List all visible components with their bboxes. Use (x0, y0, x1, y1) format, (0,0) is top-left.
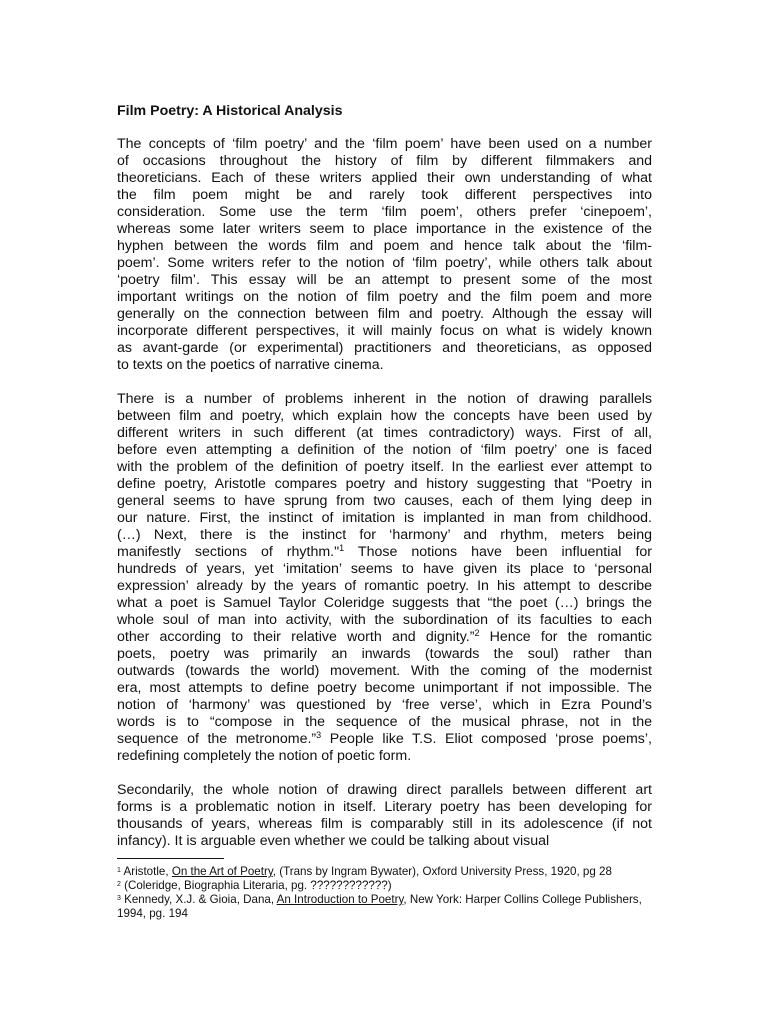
text-line: as avant-garde (or experimental) practitioners and theoreticians, as opposed (117, 340, 652, 356)
text-line: infancy). It is arguable even whether we could be talking about visual (117, 833, 550, 849)
footnote-book-title: An Introduction to Poetry (276, 893, 404, 906)
footnote-3 (117, 893, 657, 921)
footnote-text: (Coleridge, Biographia Literaria, pg. ????????????) (120, 879, 392, 892)
text-line: thousands of years, whereas film is comparably still in its adolescence (if not (117, 816, 652, 832)
text-line: expression’ already by the years of romantic poetry. In his attempt to describe (117, 578, 652, 594)
footnote-marker: 1 (117, 867, 121, 874)
footnote-book-title: On the Art of Poetry (171, 865, 273, 878)
text-line: of occasions throughout the history of film by different filmmakers and (117, 153, 652, 169)
paragraph-2 (117, 391, 652, 765)
document-title: Film Poetry: A Historical Analysis (117, 103, 343, 119)
text-line: forms is a problematic notion in itself. Literary poetry has been developing for (117, 799, 652, 815)
text-line: (…) Next, there is the instinct for ‘harmony’ and rhythm, meters being (117, 527, 652, 543)
text-line: whole soul of man into activity, with the subordination of its faculties to each (117, 612, 652, 628)
paragraph-3 (117, 782, 652, 850)
text-line: poets, poetry was primarily an inwards (towards the soul) rather than (117, 646, 652, 662)
text-line: define poetry, Aristotle compares poetry and history suggesting that “Poetry in (117, 476, 652, 492)
paragraph-1 (117, 136, 652, 374)
footnotes-section (117, 858, 657, 921)
footnote-2 (117, 879, 657, 893)
footnote-reference: 2 (474, 628, 480, 638)
footnote-separator (117, 858, 224, 859)
text-line: outwards (towards the world) movement. With the coming of the modernist (117, 663, 652, 679)
text-line: our nature. First, the instinct of imitation is implanted in man from childhood. (117, 510, 652, 526)
footnote-reference: 1 (339, 543, 345, 553)
text-line: hyphen between the words film and poem and hence talk about the ‘film- (117, 238, 652, 254)
text-line: with the problem of the definition of poetry itself. In the earliest ever attempt to (117, 459, 652, 475)
text-line: the film poem might be and rarely took different perspectives into (117, 187, 652, 203)
text-line: before even attempting a definition of the notion of ‘film poetry’ one is faced (117, 442, 652, 458)
text-line: words is to “compose in the sequence of the musical phrase, not in the (117, 714, 652, 730)
text-line: The concepts of ‘film poetry’ and the ‘film poem’ have been used on a number (117, 136, 652, 152)
footnote-marker: 3 (117, 895, 121, 902)
text-line: different writers in such different (at times contradictory) ways. First of all, (117, 425, 652, 441)
text-line: consideration. Some use the term ‘film poem’, others prefer ‘cinepoem’, (117, 204, 652, 220)
footnote-text: Aristotle, (120, 865, 172, 878)
text-line: redefining completely the notion of poetic form. (117, 748, 412, 764)
text-line: other according to their relative worth and dignity.”$^2$ Hence for the romantic (117, 628, 652, 645)
text-line: important writings on the notion of film poetry and the film poem and more (117, 289, 652, 305)
footnote-list (117, 865, 657, 921)
text-line: ‘poetry film’. This essay will be an attempt to present some of the most (117, 272, 652, 288)
text-line: incorporate different perspectives, it will mainly focus on what is widely known (117, 323, 652, 339)
text-line: general seems to have sprung from two causes, each of them lying deep in (117, 493, 652, 509)
footnote-text: , New York: Harper Collins College Publishers, 1994, pg. 194 (117, 893, 642, 920)
text-line: whereas some later writers seem to place importance in the existence of the (117, 221, 652, 237)
text-line: hundreds of years, yet ‘imitation’ seems to have given its place to ‘personal (117, 561, 652, 577)
footnote-text: Kennedy, X.J. & Gioia, Dana, (120, 893, 277, 906)
text-line: manifestly sections of rhythm."$^1$ Those notions have been influential for (117, 543, 653, 560)
text-line: There is a number of problems inherent in the notion of drawing parallels (117, 391, 652, 407)
text-line: poem’. Some writers refer to the notion of ‘film poetry’, while others talk about (117, 255, 652, 271)
text-line: sequence of the metronome.”$^3$ People like T.S. Eliot composed ‘prose poems’, (117, 730, 652, 747)
footnote-text: , (Trans by Ingram Bywater), Oxford University Press, 1920, pg 28 (272, 865, 612, 878)
footnote-marker: 2 (117, 881, 121, 888)
text-line: Secondarily, the whole notion of drawing direct parallels between different art (117, 782, 652, 798)
text-line: era, most attempts to define poetry become unimportant if not impossible. The (117, 680, 652, 696)
text-line: to texts on the poetics of narrative cinema. (117, 357, 384, 373)
text-line: what a poet is Samuel Taylor Coleridge suggests that “the poet (…) brings the (117, 595, 652, 611)
document-page (117, 103, 652, 867)
body-text (117, 136, 652, 850)
footnote-1 (117, 865, 657, 879)
text-line: notion of ‘harmony’ was questioned by ‘free verse’, which in Ezra Pound’s (117, 697, 652, 713)
text-line: between film and poetry, which explain how the concepts have been used by (117, 408, 652, 424)
text-line: theoreticians. Each of these writers applied their own understanding of what (117, 170, 652, 186)
footnote-reference: 3 (316, 730, 322, 740)
text-line: generally on the connection between film and poetry. Although the essay will (117, 306, 652, 322)
